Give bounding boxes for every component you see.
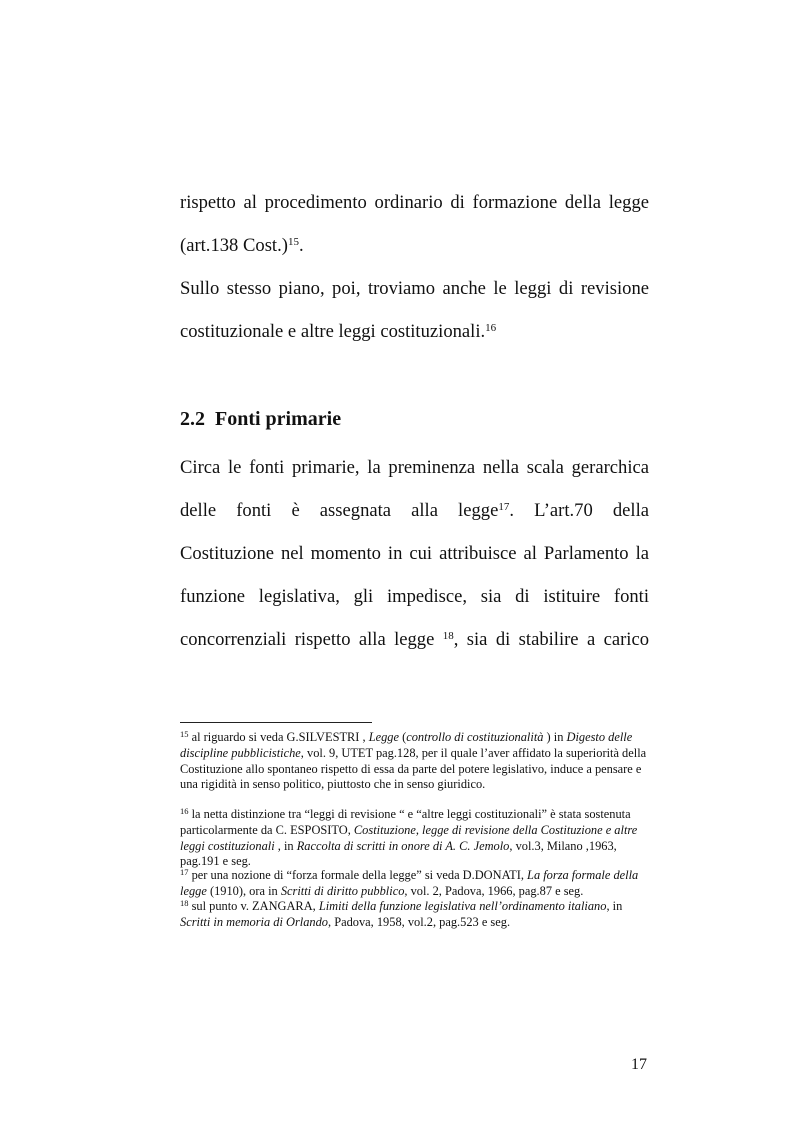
page-number: 17 [631, 1056, 647, 1073]
footnote-15-text-b: ( [399, 730, 407, 744]
footnote-16-italic-1: Costituzione, legge di revisione della Costituzione e altre leggi costituzionali [180, 822, 638, 853]
footnote-17 [180, 868, 648, 900]
body-line-3 [180, 278, 649, 300]
footnote-15-number: 15 [180, 729, 189, 739]
footnote-18-text-c: , Padova, 1958, vol.2, pag.523 e seg. [328, 914, 511, 929]
footnote-15-text-d: , vol. 9, UTET pag.128, per il quale l’aver affidato la superiorità della Costituzione allo spontaneo rispetto di essa da parte del potere legislativo, induce a pensare e una rigidità in senso politico, piuttosto che in senso giuridico. [180, 745, 647, 792]
body-line-7 [180, 543, 649, 565]
footnote-18-italic-1: Limiti della funzione legislativa nell’ordinamento italiano [318, 899, 607, 913]
body-line-2 [180, 235, 649, 257]
footnote-15-text-c: ) in [543, 730, 567, 744]
body-line-5-text: Circa le fonti primarie, la preminenza nella scala gerarchica [180, 457, 649, 478]
footnote-15-italic-2: controllo di costituzionalità [406, 730, 544, 744]
footnote-18-text-a: sul punto v. ZANGARA, [188, 899, 319, 913]
footnote-15-italic-1: Legge [368, 730, 399, 744]
footnote-15 [180, 730, 648, 793]
body-line-8-text: funzione legislativa, gli impedisce, sia di istituire fonti [180, 586, 649, 607]
footnote-18 [180, 899, 648, 931]
footnote-ref-18[interactable]: 18 [442, 630, 454, 642]
footnote-ref-16[interactable]: 16 [485, 322, 497, 334]
body-line-9-end: , sia di stabilire a carico [453, 629, 649, 650]
body-line-2-end: . [298, 235, 304, 256]
body-line-7-text: Costituzione nel momento in cui attribuisce al Parlamento la [180, 543, 649, 564]
footnote-16-number: 16 [180, 806, 189, 816]
footnote-17-text-a: per una nozione di “forza formale della legge” si veda D.DONATI, [188, 868, 528, 882]
body-line-1 [180, 192, 649, 214]
body-line-6-end: . L’art.70 della [509, 500, 649, 521]
footnote-17-italic-2: Scritti di diritto pubblico [280, 883, 405, 898]
body-line-9-text: concorrenziali rispetto alla legge [180, 629, 443, 650]
footnote-17-text-b: (1910), ora in [206, 883, 281, 898]
footnote-17-italic-1: La forza formale della legge [180, 868, 639, 898]
footnote-15-text-a: al riguardo si veda G.SILVESTRI , [188, 730, 369, 744]
footnote-17-number: 17 [180, 867, 189, 877]
footnote-ref-17[interactable]: 17 [498, 501, 510, 513]
body-line-6 [180, 500, 649, 522]
section-heading [180, 408, 341, 431]
footnote-divider [180, 722, 372, 723]
body-line-3-text: Sullo stesso piano, poi, troviamo anche le leggi di revisione [180, 278, 649, 299]
footnote-18-text-b: , in [606, 899, 623, 913]
body-line-1-text: rispetto al procedimento ordinario di formazione della legge [180, 192, 649, 213]
body-line-5 [180, 457, 649, 479]
section-number: 2.2 [180, 408, 205, 430]
section-title: Fonti primarie [215, 408, 342, 430]
footnote-16-text-b: , in [274, 838, 297, 853]
body-line-4-text: costituzionale e altre leggi costituzionali. [180, 321, 486, 342]
body-line-8 [180, 586, 649, 608]
footnote-16-text-c: , vol.3, Milano ,1963, pag.191 e seg. [180, 838, 617, 869]
footnote-18-italic-2: Scritti in memoria di Orlando [180, 914, 328, 929]
footnote-18-number: 18 [180, 898, 189, 908]
footnote-ref-15[interactable]: 15 [287, 236, 299, 248]
footnote-16 [180, 807, 648, 870]
body-line-4 [180, 321, 649, 343]
body-line-9 [180, 629, 649, 651]
body-line-6-text: delle fonti è assegnata alla legge [180, 500, 499, 521]
footnote-17-text-c: , vol. 2, Padova, 1966, pag.87 e seg. [404, 883, 584, 898]
footnote-16-text-a: la netta distinzione tra “leggi di revisione “ e “altre leggi costituzionali” è stata sostenuta particolarmente da C. ESPOSITO, [180, 807, 631, 837]
footnote-15-italic-3: Digesto delle discipline pubblicistiche [180, 730, 633, 760]
body-line-2-text: (art.138 Cost.) [180, 235, 288, 256]
footnote-16-italic-2: Raccolta di scritti in onore di A. C. Jemolo [296, 838, 510, 853]
